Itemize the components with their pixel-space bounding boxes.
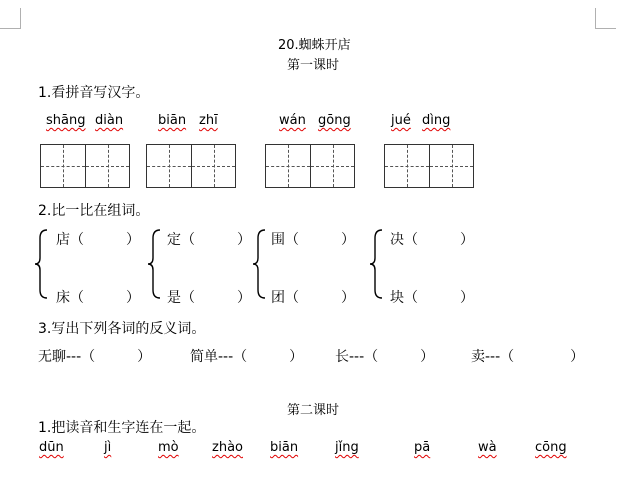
pinyin-zhi: zhī	[199, 113, 218, 128]
q4-heading: 1.把读音和生字连在一起。	[38, 420, 206, 436]
brace-icon	[252, 228, 266, 300]
match-pinyin: jì	[104, 440, 112, 455]
pinyin-dian: diàn	[95, 113, 124, 128]
brace-icon	[34, 228, 48, 300]
match-pinyin: wà	[478, 440, 497, 455]
corner-mark-right	[595, 8, 616, 29]
q3-heading: 3.写出下列各词的反义词。	[38, 321, 206, 337]
brace-icon	[147, 228, 161, 300]
match-pinyin: cōng	[535, 440, 567, 455]
pinyin-bian: biān	[158, 113, 187, 128]
pinyin-ding: dìng	[422, 113, 451, 128]
pinyin-gong: gōng	[318, 113, 351, 128]
writing-box-1[interactable]	[40, 144, 130, 188]
match-pinyin: mò	[158, 440, 179, 455]
antonym-item-1: 无聊---（ ）	[38, 349, 152, 365]
compare-word-top-4: 决（ ）	[390, 232, 474, 248]
corner-mark-left	[0, 8, 21, 29]
match-pinyin: biān	[270, 440, 299, 455]
compare-word-top-3: 围（ ）	[271, 232, 355, 248]
antonym-item-4: 卖---（ ）	[471, 349, 585, 365]
compare-word-bottom-4: 块（ ）	[390, 290, 474, 306]
match-pinyin: pā	[414, 440, 431, 455]
q1-heading: 1.看拼音写汉字。	[38, 85, 150, 101]
antonym-item-2: 简单---（ ）	[190, 349, 304, 365]
compare-word-bottom-3: 团（ ）	[271, 290, 355, 306]
match-pinyin: dūn	[39, 440, 64, 455]
compare-word-top-2: 定（ ）	[167, 232, 251, 248]
brace-icon	[369, 228, 383, 300]
lesson-two-title: 第二课时	[287, 403, 340, 418]
lesson-one-title: 第一课时	[287, 58, 340, 73]
pinyin-wan: wán	[279, 113, 306, 128]
match-pinyin: jǐng	[335, 440, 359, 455]
match-pinyin: zhào	[212, 440, 243, 455]
writing-box-3[interactable]	[265, 144, 355, 188]
antonym-item-3: 长---（ ）	[335, 349, 435, 365]
page-title: 20.蜘蛛开店	[278, 38, 351, 53]
compare-word-bottom-2: 是（ ）	[167, 290, 251, 306]
pinyin-shang: shāng	[46, 113, 86, 128]
pinyin-jue: jué	[391, 113, 411, 128]
compare-word-top-1: 店（ ）	[56, 232, 140, 248]
q2-heading: 2.比一比在组词。	[38, 203, 150, 219]
writing-box-4[interactable]	[384, 144, 474, 188]
compare-word-bottom-1: 床（ ）	[56, 290, 140, 306]
writing-box-2[interactable]	[146, 144, 236, 188]
